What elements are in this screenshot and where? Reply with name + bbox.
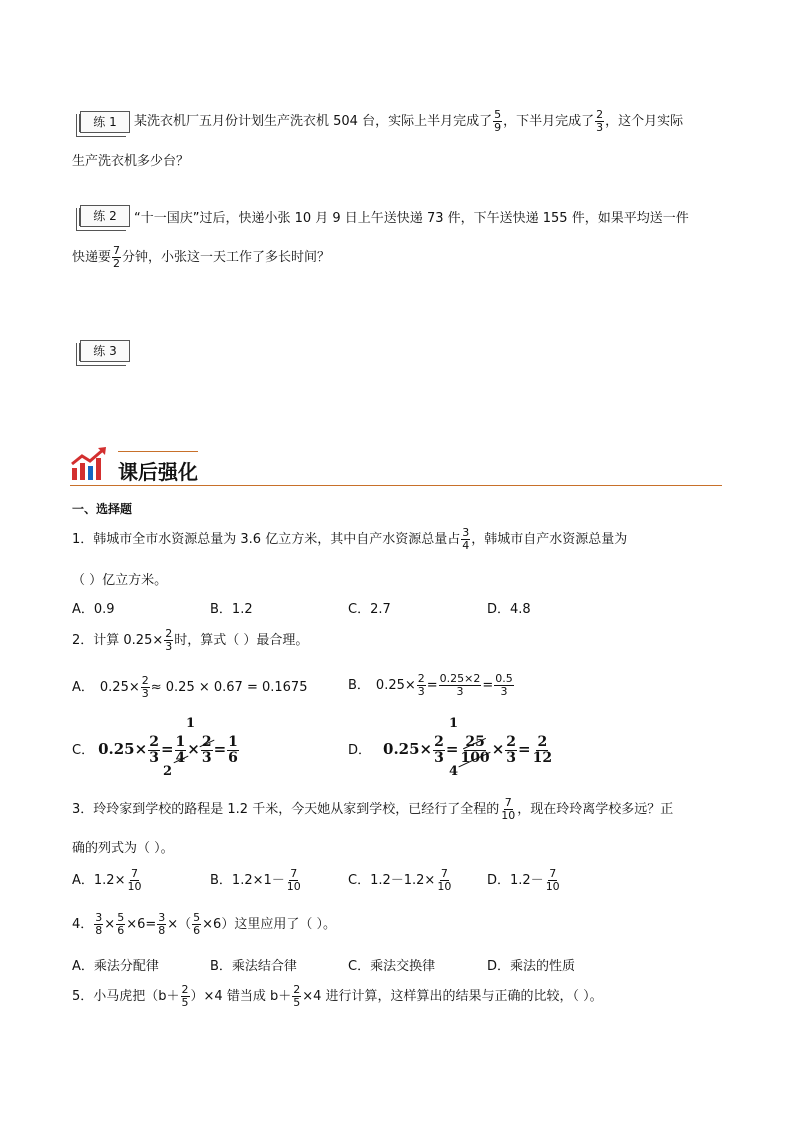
practice-tag-1: 练 1 — [80, 111, 130, 133]
q1-option-c[interactable]: C．2.7 — [348, 602, 391, 617]
section-top-rule — [118, 451, 198, 452]
question-1: 1．韩城市全市水资源总量为 3.6 亿立方米，其中自产水资源总量占 $\frac{3}{4}$ ，韩城市自产水资源总量为 — [72, 526, 628, 552]
fraction: $\frac{2}{5}$ — [293, 983, 301, 1009]
q2-c-cancel-top: 1 — [186, 716, 196, 731]
q3-option-c[interactable]: C．1.2－1.2× $\frac{7}{10}$ — [348, 867, 452, 893]
question-5: 5．小马虎把（b＋ $\frac{2}{5}$ ）×4 错当成 b＋ $\frac{2}{5}$ ×4 进行计算，这样算出的结果与正确的比较，（ ）。 — [72, 983, 603, 1009]
fraction: $\frac{2}{3}$ — [165, 627, 173, 653]
q2-option-a[interactable]: A． 0.25× $\frac{2}{3}$ ≈ 0.25 × 0.67 = 0.1675 — [72, 674, 308, 700]
q4-option-c[interactable]: C．乘法交换律 — [348, 959, 436, 974]
fraction: $\frac{3}{8}$ — [95, 911, 103, 937]
fraction: $\frac{2}{3}$ — [417, 672, 425, 698]
q2-option-c[interactable]: C． 0.25× $\frac{2}{3}$ = $\frac{1}{4}$ × $\frac{2}{3}$ = $\frac{1}{6}$ — [72, 734, 238, 766]
q2-c-cancel-bottom: 2 — [163, 764, 173, 779]
practice-tag-2: 练 2 — [80, 205, 130, 227]
section-title: 课后强化 — [118, 460, 198, 484]
fraction: $\frac{2}{3}$ — [141, 674, 149, 700]
question-2: 2．计算 0.25× $\frac{2}{3}$ 时，算式（ ）最合理。 — [72, 627, 309, 653]
question-3-line-2: 确的列式为（ ）。 — [72, 841, 174, 856]
fraction: $\frac{0.5}{3}$ — [495, 672, 513, 698]
fraction: $\frac{1}{4}$ — [175, 734, 186, 766]
practice-1-line-1: 某洗衣机厂五月份计划生产洗衣机 504 台，实际上半月完成了 $\frac{5}{9}$ ，下半月完成了 $\frac{2}{3}$ ，这个月实际 — [134, 108, 684, 134]
fraction: $\frac{1}{6}$ — [228, 734, 238, 766]
practice-2-line-1: “十一国庆”过后，快递小张 10 月 9 日上午送快递 73 件，下午送快递 155 件，如果平均送一件 — [134, 211, 689, 226]
q1-option-a[interactable]: A．0.9 — [72, 602, 115, 617]
fraction: $\frac{5}{6}$ — [193, 911, 201, 937]
fraction: $\frac{7}{10}$ — [501, 796, 516, 822]
q2-d-cancel-top: 1 — [449, 716, 459, 731]
fraction: $\frac{2}{3}$ — [149, 734, 159, 766]
fraction: $\frac{2}{3}$ — [596, 108, 604, 134]
practice-2-line-2: 快递要 $\frac{7}{2}$ 分钟，小张这一天工作了多长时间？ — [72, 244, 331, 270]
section-rule — [70, 485, 722, 486]
fraction: $\frac{3}{8}$ — [158, 911, 166, 937]
section-logo — [70, 446, 108, 482]
fraction: $\frac{7}{2}$ — [113, 244, 121, 270]
q3-option-d[interactable]: D．1.2－ $\frac{7}{10}$ — [487, 867, 560, 893]
q2-option-b[interactable]: B． 0.25× $\frac{2}{3}$ = $\frac{0.25\times 2}{3}$ = $\frac{0.5}{3}$ — [348, 672, 513, 698]
q4-option-b[interactable]: B．乘法结合律 — [210, 959, 297, 974]
fraction: $\frac{2}{12}$ — [532, 734, 553, 766]
fraction: $\frac{25}{100}$ — [460, 734, 490, 766]
fraction: $\frac{5}{6}$ — [117, 911, 125, 937]
fraction: $\frac{0.25\times 2}{3}$ — [439, 672, 481, 698]
q4-option-a[interactable]: A．乘法分配律 — [72, 959, 159, 974]
question-4: 4． $\frac{3}{8}$ × $\frac{5}{6}$ ×6= $\frac{3}{8}$ ×（ $\frac{5}{6}$ ×6）这里应用了（ ）。 — [72, 911, 336, 937]
fraction: $\frac{2}{3}$ — [506, 734, 517, 766]
choice-heading: 一、选择题 — [72, 502, 133, 516]
question-3: 3．玲玲家到学校的路程是 1.2 千米，今天她从家到学校，已经行了全程的 $\frac{7}{10}$ ，现在玲玲离学校多远？正 — [72, 796, 674, 822]
fraction: $\frac{7}{10}$ — [286, 867, 301, 893]
q4-option-d[interactable]: D．乘法的性质 — [487, 959, 576, 974]
q1-option-d[interactable]: D．4.8 — [487, 602, 531, 617]
q2-option-d[interactable]: D． 0.25× $\frac{2}{3}$ = $\frac{25}{100}$ × $\frac{2}{3}$ = $\frac{2}{12}$ — [348, 734, 553, 766]
q3-option-a[interactable]: A．1.2× $\frac{7}{10}$ — [72, 867, 142, 893]
q2-d-cancel-bottom: 4 — [449, 764, 459, 779]
q1-option-b[interactable]: B．1.2 — [210, 602, 253, 617]
growth-chart-icon — [70, 446, 108, 482]
fraction: $\frac{2}{3}$ — [201, 734, 212, 766]
fraction: $\frac{3}{4}$ — [462, 526, 470, 552]
question-1-line-2: （ ）亿立方米。 — [72, 573, 168, 588]
fraction: $\frac{7}{10}$ — [127, 867, 142, 893]
q3-option-b[interactable]: B．1.2×1－ $\frac{7}{10}$ — [210, 867, 301, 893]
practice-1-line-2: 生产洗衣机多少台？ — [72, 154, 190, 169]
fraction: $\frac{2}{5}$ — [181, 983, 189, 1009]
practice-tag-3: 练 3 — [80, 340, 130, 362]
fraction: $\frac{5}{9}$ — [494, 108, 502, 134]
fraction: $\frac{7}{10}$ — [437, 867, 452, 893]
fraction: $\frac{7}{10}$ — [545, 867, 560, 893]
fraction: $\frac{2}{3}$ — [434, 734, 444, 766]
